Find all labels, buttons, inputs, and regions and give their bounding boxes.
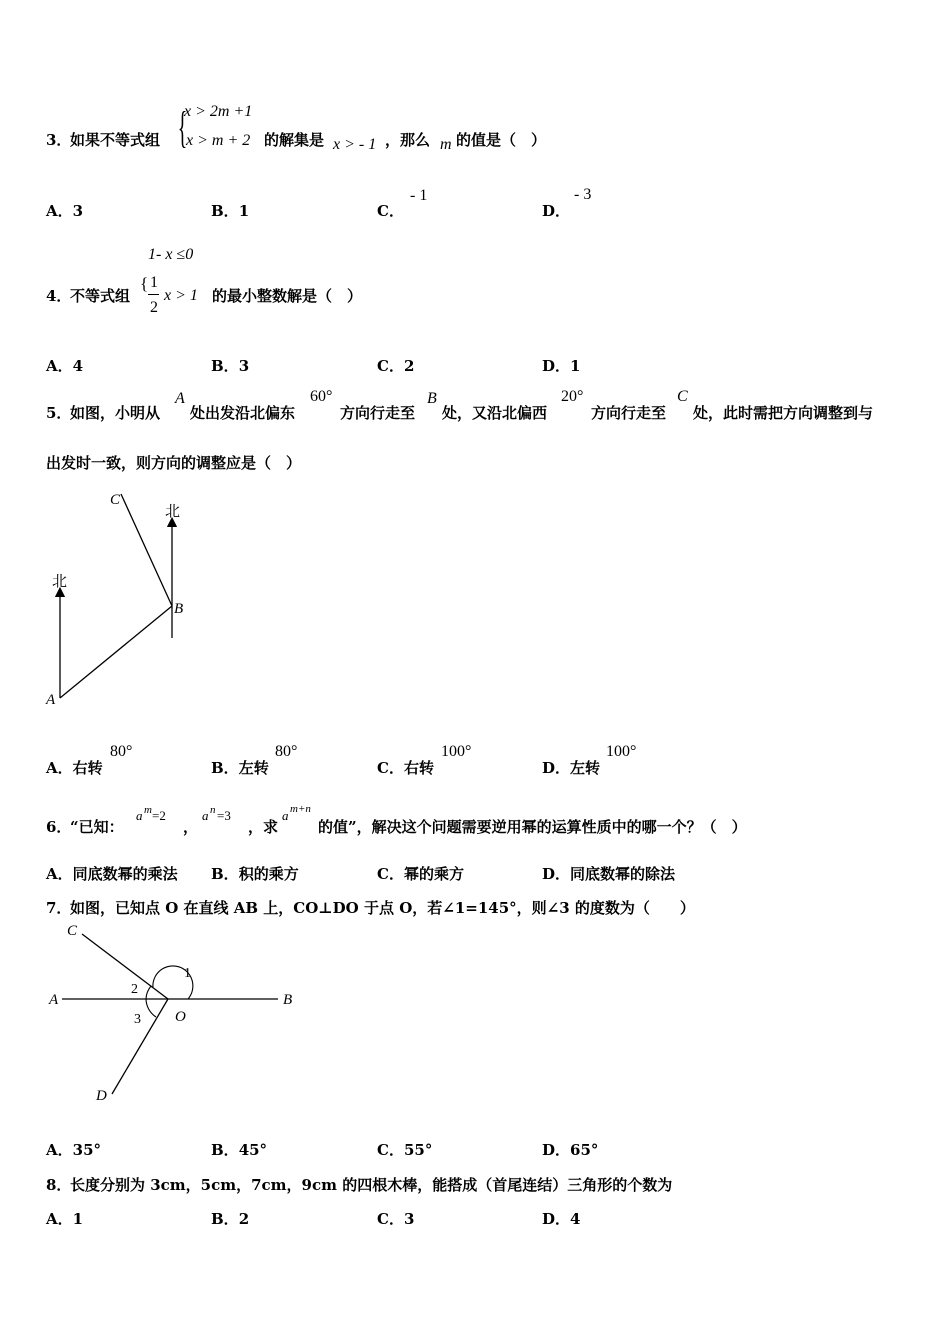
q7-option-a[interactable]: A．35° <box>46 1141 102 1159</box>
q5-number: 5． <box>46 404 72 422</box>
q7-label-d: D <box>96 1088 107 1104</box>
q5-option-d[interactable]: D．左转 <box>542 759 601 777</box>
q3-ineq2: x > m + 2 <box>186 132 251 149</box>
q5-option-c-deg: 100° <box>441 743 472 760</box>
q5-fig-label-b: B <box>174 601 184 617</box>
q5-line2: 出发时一致，则方向的调整应是（ ） <box>46 454 302 472</box>
q5-t2: 处出发沿北偏东 <box>190 404 296 422</box>
q5-fig-label-c: C <box>110 492 121 508</box>
q4-frac-den: 2 <box>150 299 158 316</box>
q3-option-b[interactable]: B．1 <box>211 202 250 220</box>
q7-text: 如图，已知点 O 在直线 AB 上，CO⊥DO 于点 O，若∠1=145°，则∠3 的度数为（ ） <box>70 899 695 917</box>
q8-option-a[interactable]: A．1 <box>46 1210 84 1228</box>
q6-e1-exp: m <box>144 804 152 816</box>
q3-number: 3． <box>46 131 72 149</box>
q4-line2: x > 1 <box>164 287 198 304</box>
q5-option-b[interactable]: B．左转 <box>211 759 269 777</box>
q4-suffix: 的最小整数解是（ ） <box>212 287 363 305</box>
q4-option-a[interactable]: A．4 <box>46 357 84 375</box>
q7-label-o: O <box>175 1009 186 1025</box>
q8-number: 8． <box>46 1176 72 1194</box>
q6-option-c[interactable]: C．幂的乘方 <box>377 865 464 883</box>
q6-e2-base: a <box>202 808 209 823</box>
q5-t3: 方向行走至 <box>340 404 416 422</box>
q7-label-angle-1: 1 <box>184 966 191 981</box>
q6-number: 6． <box>46 818 72 836</box>
q5-option-c[interactable]: C．右转 <box>377 759 434 777</box>
q5-t5: 方向行走至 <box>591 404 667 422</box>
q6-e2-exp: n <box>210 804 216 816</box>
q6-e3-base: a <box>282 808 289 823</box>
q8-option-d[interactable]: D．4 <box>542 1210 581 1228</box>
q4-option-b[interactable]: B．3 <box>211 357 250 375</box>
q4-prefix: 不等式组 <box>70 287 131 305</box>
q6-e1-base: a <box>136 808 143 823</box>
q7-number: 7． <box>46 899 72 917</box>
q5-t4: 处，又沿北偏西 <box>442 404 548 422</box>
q5-t1: 如图，小明从 <box>70 404 161 422</box>
q5-option-b-deg: 80° <box>275 743 298 760</box>
q4-line1: 1- x ≤0 <box>148 246 194 263</box>
q3-brace: { <box>177 103 188 152</box>
q5-point-a: A <box>175 390 185 407</box>
q5-fig-label-a: A <box>46 692 56 708</box>
q4-number: 4． <box>46 287 72 305</box>
q5-t6: 处，此时需把方向调整到与 <box>693 404 874 422</box>
q6-option-a[interactable]: A．同底数幂的乘法 <box>46 865 178 883</box>
q6-option-d[interactable]: D．同底数幂的除法 <box>542 865 676 883</box>
q3-option-c-value: - 1 <box>410 187 428 204</box>
q3-ineq1: x > 2m +1 <box>184 103 253 120</box>
q7-option-b[interactable]: B．45° <box>211 1141 268 1159</box>
q7-arc-angle-3 <box>146 999 156 1017</box>
q8-option-c[interactable]: C．3 <box>377 1210 415 1228</box>
q8-text: 长度分别为 3cm，5cm，7cm，9cm 的四根木棒，能搭成（首尾连结）三角形的个数为 <box>70 1176 673 1194</box>
q4-option-d[interactable]: D．1 <box>542 357 581 375</box>
q6-e2-val: =3 <box>217 808 231 823</box>
q5-option-d-deg: 100° <box>606 743 637 760</box>
q3-mid2: ，那么 <box>385 131 431 149</box>
q4-frac-num: 1 <box>150 274 158 291</box>
q8-option-b[interactable]: B．2 <box>211 1210 250 1228</box>
q5-deg2: 20° <box>561 388 584 405</box>
q3-prefix: 如果不等式组 <box>70 131 161 149</box>
q5-option-a[interactable]: A．右转 <box>46 759 103 777</box>
q7-option-c[interactable]: C．55° <box>377 1141 433 1159</box>
q6-t2: ，求 <box>248 818 279 836</box>
q7-label-a: A <box>49 992 59 1008</box>
q3-suffix: 的值是（ ） <box>456 131 547 149</box>
q5-point-b: B <box>427 390 437 407</box>
q3-option-c[interactable]: C． <box>377 202 404 220</box>
q6-t1: “已知： <box>70 818 124 836</box>
q5-north-label-a: 北 <box>52 572 68 590</box>
q7-label-angle-2: 2 <box>131 982 138 997</box>
q7-label-angle-3: 3 <box>134 1012 141 1027</box>
q5-point-c: C <box>677 388 688 405</box>
q3-option-d-value: - 3 <box>574 186 592 203</box>
q3-option-a[interactable]: A．3 <box>46 202 84 220</box>
q6-e3-exp: m+n <box>290 803 311 815</box>
q5-option-a-deg: 80° <box>110 743 133 760</box>
q5-deg1: 60° <box>310 388 333 405</box>
q7-arc-angle-2 <box>146 986 151 999</box>
q3-mid: 的解集是 <box>264 131 325 149</box>
q4-brace: { <box>140 274 149 293</box>
q7-label-c: C <box>67 923 78 939</box>
q6-e1-val: =2 <box>152 808 166 823</box>
q4-option-c[interactable]: C．2 <box>377 357 415 375</box>
q7-label-b: B <box>283 992 293 1008</box>
q7-option-d[interactable]: D．65° <box>542 1141 599 1159</box>
q6-option-b[interactable]: B．积的乘方 <box>211 865 299 883</box>
q6-sep: ， <box>183 818 199 836</box>
q3-option-d[interactable]: D． <box>542 202 571 220</box>
q3-solution: x > - 1 <box>333 136 377 153</box>
q3-var: m <box>440 136 452 153</box>
q6-t3: 的值”，解决这个问题需要逆用幂的运算性质中的哪一个？（ ） <box>318 818 747 836</box>
q7-ray-oc <box>82 934 168 999</box>
q5-north-label-b: 北 <box>165 502 181 520</box>
